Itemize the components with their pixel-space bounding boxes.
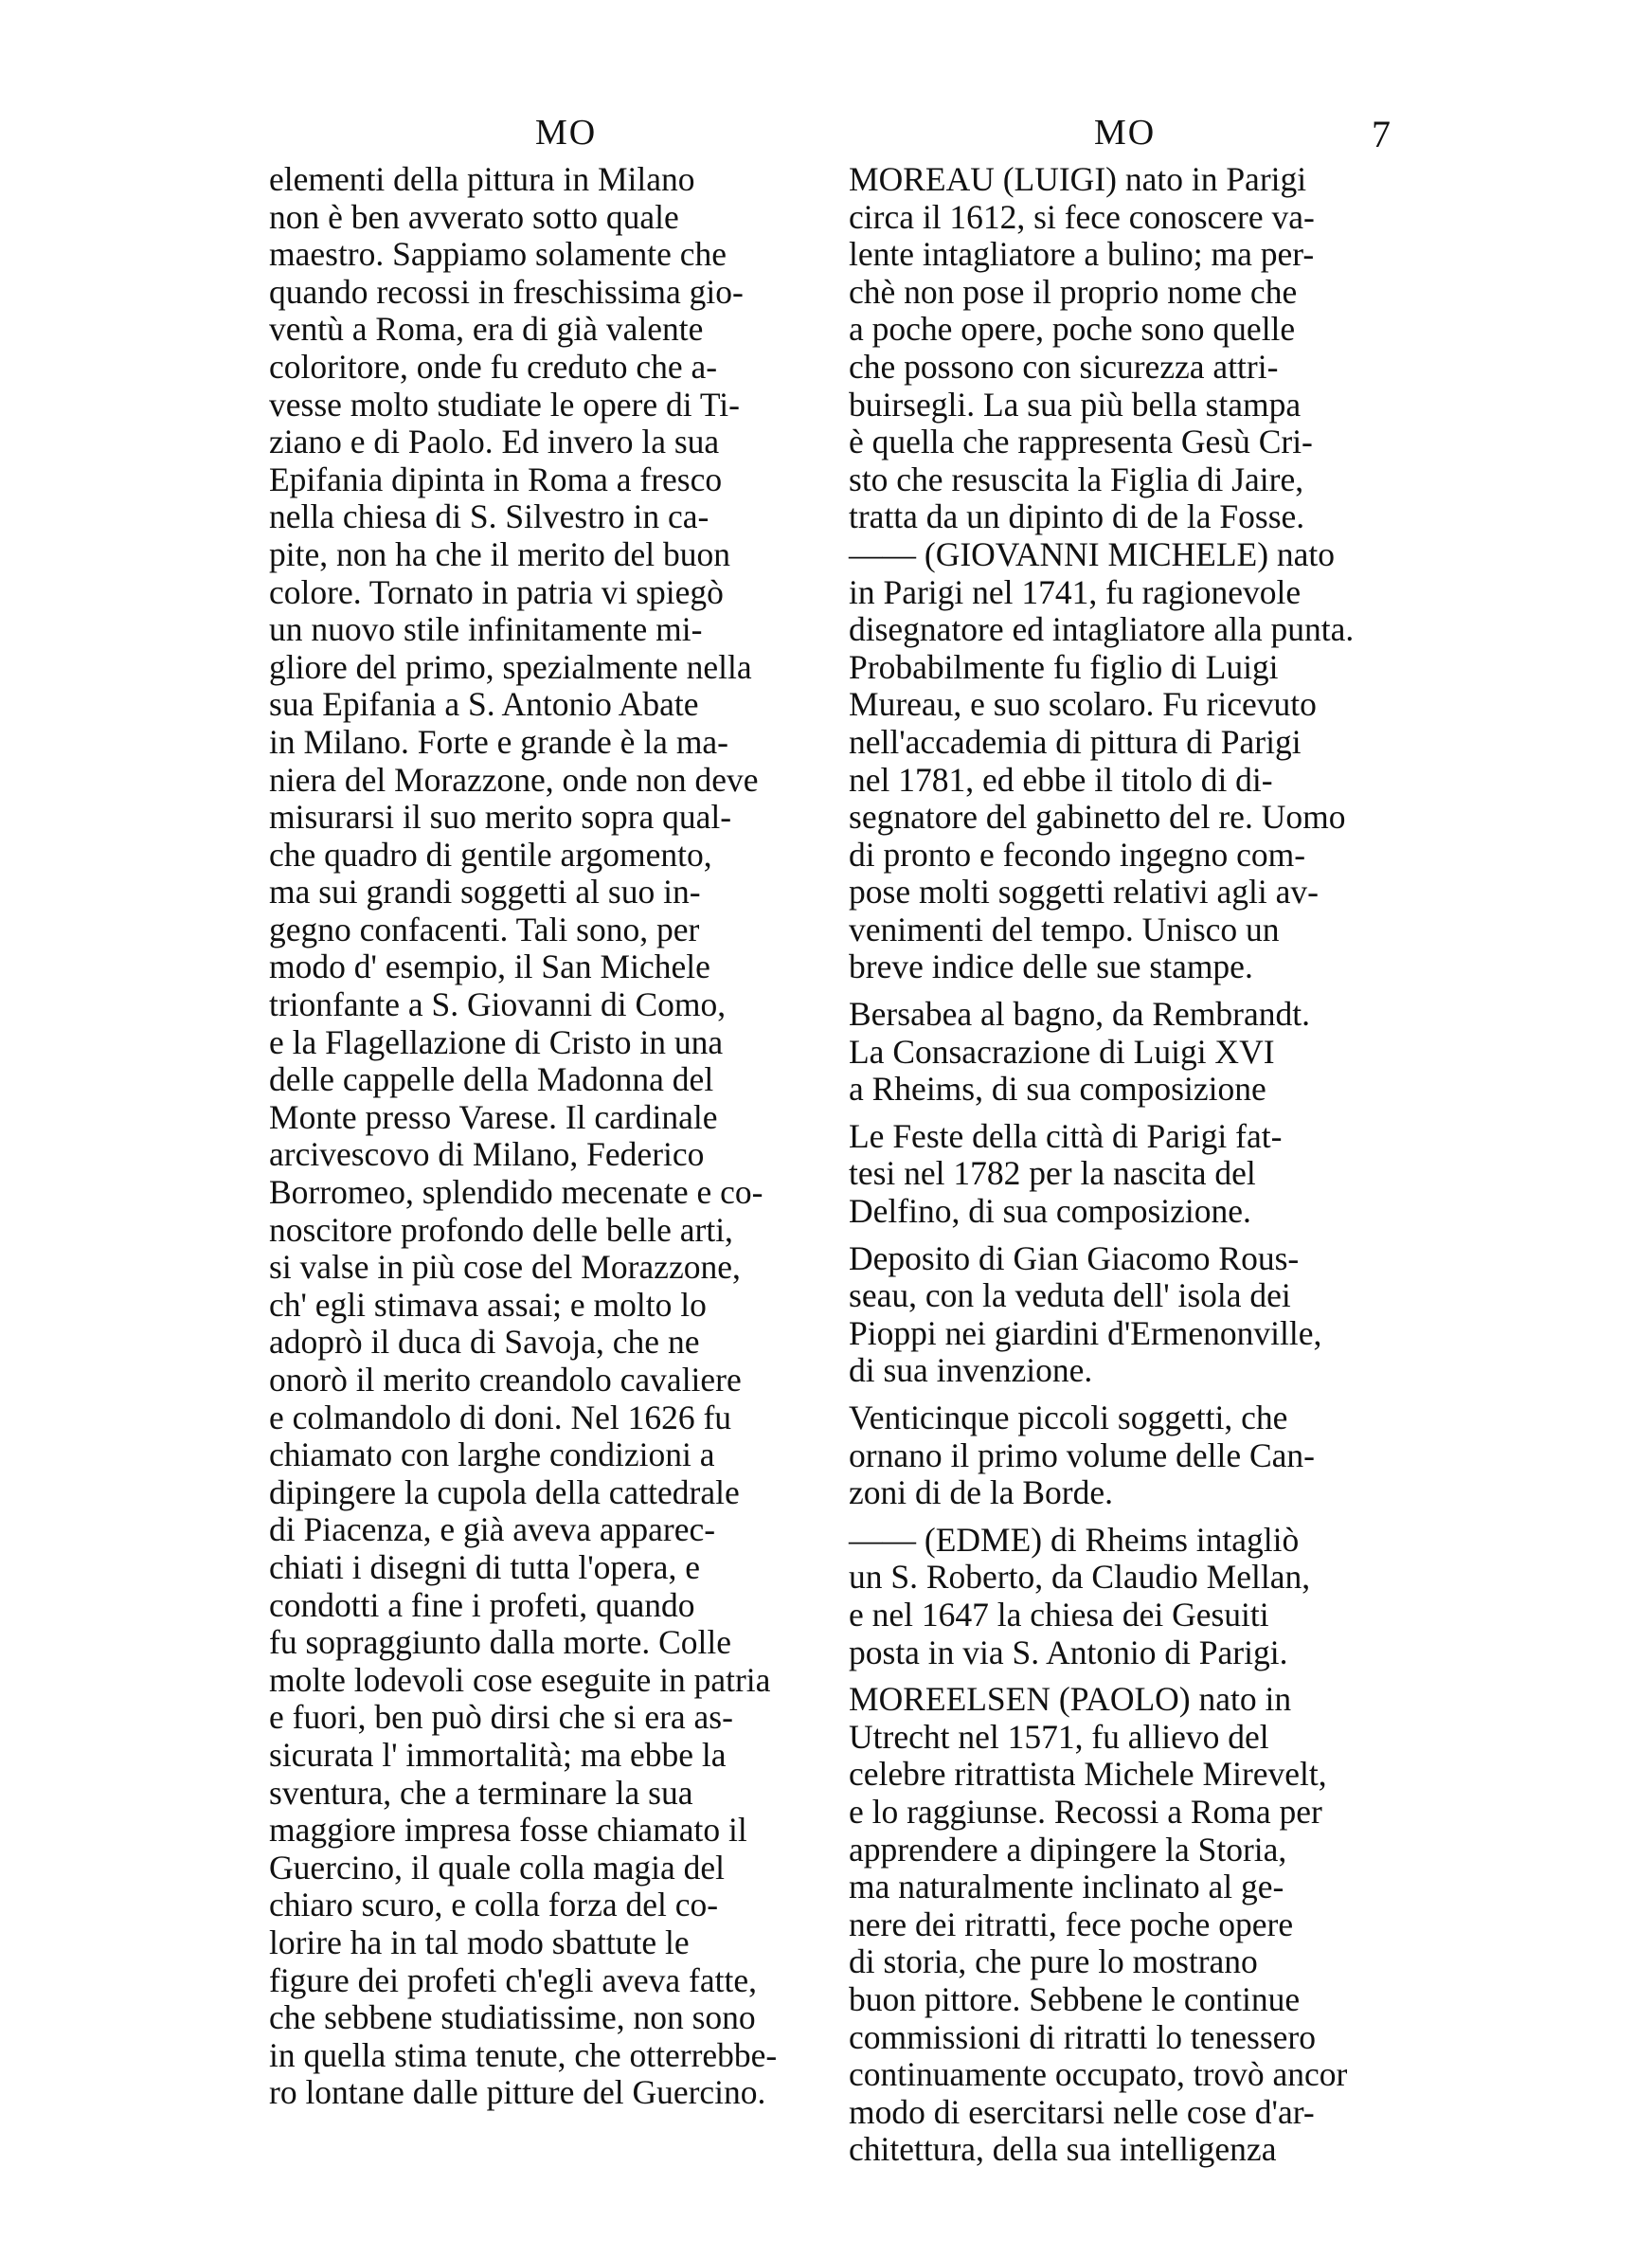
text-line: sicurata l' immortalità; ma ebbe la [269,1735,727,1774]
text-line: posta in via S. Antonio di Parigi. [849,1633,1288,1671]
text-line: e fuori, ben può dirsi che si era as- [269,1698,733,1737]
text-line: La Consacrazione di Luigi XVI [849,1032,1275,1071]
text-line: Venticinque piccoli soggetti, che [849,1399,1288,1436]
text-line: nel 1781, ed ebbe il titolo di di- [849,760,1273,799]
text-line: colore. Tornato in patria vi spiegò [269,572,724,611]
right-text-column [849,161,1398,2169]
text-line: MOREELSEN (PAOLO) nato in [849,1680,1292,1719]
text-line: misurarsi il suo merito sopra qual- [269,798,732,837]
text-line: ziano e di Paolo. Ed invero la sua [269,423,720,461]
text-line: nella chiesa di S. Silvestro in ca- [269,497,709,536]
text-line: figure dei profeti ch'egli aveva fatte, [269,1960,757,1999]
text-line: seau, con la veduta dell' isola dei [849,1276,1291,1315]
text-line: elementi della pittura in Milano [269,160,695,198]
text-line: Monte presso Varese. Il cardinale [269,1097,718,1136]
text-line: celebre ritrattista Michele Mirevelt, [849,1755,1327,1794]
text-line: —— (EDME) di Rheims intagliò [849,1520,1300,1559]
text-line: a Rheims, di sua composizione [849,1070,1266,1109]
text-line: chiati i disegni di tutta l'opera, e [269,1547,700,1586]
text-line: modo d' esempio, il San Michele [269,948,710,986]
running-head-left: MO [535,113,598,153]
text-line: tesi nel 1782 per la nascita del [849,1154,1256,1193]
text-line: maggiore impresa fosse chiamato il [269,1811,747,1850]
text-line: zoni di de la Borde. [849,1473,1113,1512]
text-line: un S. Roberto, da Claudio Mellan, [849,1558,1311,1597]
text-line: pite, non ha che il merito del buon [269,534,731,573]
text-line: buirsegli. La sua più bella stampa [849,385,1302,424]
text-line: chiamato con larghe condizioni a [269,1435,715,1474]
text-line: ventù a Roma, era di già valente [269,310,704,349]
text-line: che possono con sicurezza attri- [849,347,1279,386]
text-line: è quella che rappresenta Gesù Cri- [849,423,1313,461]
text-line: Probabilmente fu figlio di Luigi [849,647,1279,686]
text-line: Utrecht nel 1571, fu allievo del [849,1717,1269,1756]
text-line: breve indice delle sue stampe. [849,948,1253,986]
text-line: di storia, che pure lo mostrano [849,1942,1258,1981]
text-line: nere dei ritratti, fece poche opere [849,1905,1294,1943]
text-line: che sebbene studiatissime, non sono [269,1998,756,2037]
text-line: di sua invenzione. [849,1351,1093,1390]
text-line: ch' egli stimava assai; e molto lo [269,1285,707,1324]
text-line: in Milano. Forte e grande è la ma- [269,722,729,761]
text-line: e colmandolo di doni. Nel 1626 fu [269,1398,732,1436]
text-line: ro lontane dalle pitture del Guercino. [269,2073,766,2112]
text-line: pose molti soggetti relativi agli av- [849,873,1319,912]
text-line: ornano il primo volume delle Can- [849,1435,1315,1474]
text-line: gegno confacenti. Tali sono, per [269,910,700,948]
running-head-right: MO [1094,113,1157,153]
text-line: commissioni di ritratti lo tenessero [849,2017,1316,2056]
text-line: trionfante a S. Giovanni di Como, [269,985,727,1024]
text-line: Delfino, di sua composizione. [849,1192,1251,1231]
text-line: e nel 1647 la chiesa dei Gesuiti [849,1595,1269,1634]
text-line: a poche opere, poche sono quelle [849,310,1296,349]
text-line: ma sui grandi soggetti al suo in- [269,873,701,912]
text-line: nell'accademia di pittura di Parigi [849,722,1302,761]
text-line: chè non pose il proprio nome che [849,272,1298,311]
text-line: lorire ha in tal modo sbattute le [269,1923,690,1961]
text-line: tratta da un dipinto di de la Fosse. [849,497,1305,536]
text-line: circa il 1612, si fece conoscere va- [849,197,1315,236]
text-line: ma naturalmente inclinato al ge- [849,1868,1284,1906]
text-line: quando recossi in freschissima gio- [269,272,744,311]
text-line: un nuovo stile infinitamente mi- [269,610,703,649]
page-number: 7 [1372,113,1391,155]
text-line: e la Flagellazione di Cristo in una [269,1022,724,1061]
text-line: noscitore profondo delle belle arti, [269,1210,733,1249]
text-line: apprendere a dipingere la Storia, [849,1830,1287,1869]
text-line: in quella stima tenute, che otterrebbe- [269,2035,778,2074]
text-line: arcivescovo di Milano, Federico [269,1135,705,1174]
text-line: chitettura, della sua intelligenza [849,2130,1277,2169]
text-line: chiaro scuro, e colla forza del co- [269,1886,719,1924]
text-line: delle cappelle della Madonna del [269,1060,714,1099]
text-line: sua Epifania a S. Antonio Abate [269,685,699,724]
text-line: niera del Morazzone, onde non deve [269,760,759,799]
text-line: in Parigi nel 1741, fu ragionevole [849,572,1302,611]
text-line: coloritore, onde fu creduto che a- [269,347,718,386]
text-line: buon pittore. Sebbene le continue [849,1979,1301,2018]
text-line: gliore del primo, spezialmente nella [269,647,752,686]
text-line: venimenti del tempo. Unisco un [849,910,1280,948]
text-line: molte lodevoli cose eseguite in patria [269,1660,771,1699]
text-line: sventura, che a terminare la sua [269,1773,693,1812]
text-line: non è ben avverato sotto quale [269,197,679,236]
text-line: si valse in più cose del Morazzone, [269,1248,741,1287]
text-line: Epifania dipinta in Roma a fresco [269,460,723,498]
text-line: MOREAU (LUIGI) nato in Parigi [849,160,1307,198]
text-line: condotti a fine i profeti, quando [269,1585,695,1624]
text-line: adoprò il duca di Savoja, che ne [269,1323,700,1362]
text-line: Deposito di Gian Giacomo Rous- [849,1238,1300,1277]
text-line: fu sopraggiunto dalla morte. Colle [269,1623,732,1662]
text-line: disegnatore ed intagliatore alla punta. [849,610,1355,649]
left-text-column [269,161,818,2112]
text-line: modo di esercitarsi nelle cose d'ar- [849,2092,1315,2131]
text-line: sto che resuscita la Figlia di Jaire, [849,460,1304,498]
text-line: di Piacenza, e già aveva apparec- [269,1510,716,1549]
text-line: dipingere la cupola della cattedrale [269,1472,740,1511]
text-line: di pronto e fecondo ingegno com- [849,835,1306,874]
text-line: Pioppi nei giardini d'Ermenonville, [849,1313,1322,1352]
text-line: che quadro di gentile argomento, [269,835,712,874]
text-line: Guercino, il quale colla magia del [269,1848,726,1887]
text-line: continuamente occupato, trovò ancor [849,2055,1348,2094]
text-line: Bersabea al bagno, da Rembrandt. [849,995,1310,1034]
text-line: segnatore del gabinetto del re. Uomo [849,798,1346,837]
text-line: vesse molto studiate le opere di Ti- [269,385,740,424]
text-line: Mureau, e suo scolaro. Fu ricevuto [849,685,1317,724]
text-line: maestro. Sappiamo solamente che [269,235,727,274]
text-line: Borromeo, splendido mecenate e co- [269,1173,763,1212]
text-line: —— (GIOVANNI MICHELE) nato [849,534,1336,573]
text-line: lente intagliatore a bulino; ma per- [849,235,1315,274]
text-line: Le Feste della città di Parigi fat- [849,1116,1283,1155]
text-line: onorò il merito creandolo cavaliere [269,1361,742,1399]
text-line: e lo raggiunse. Recossi a Roma per [849,1792,1322,1831]
